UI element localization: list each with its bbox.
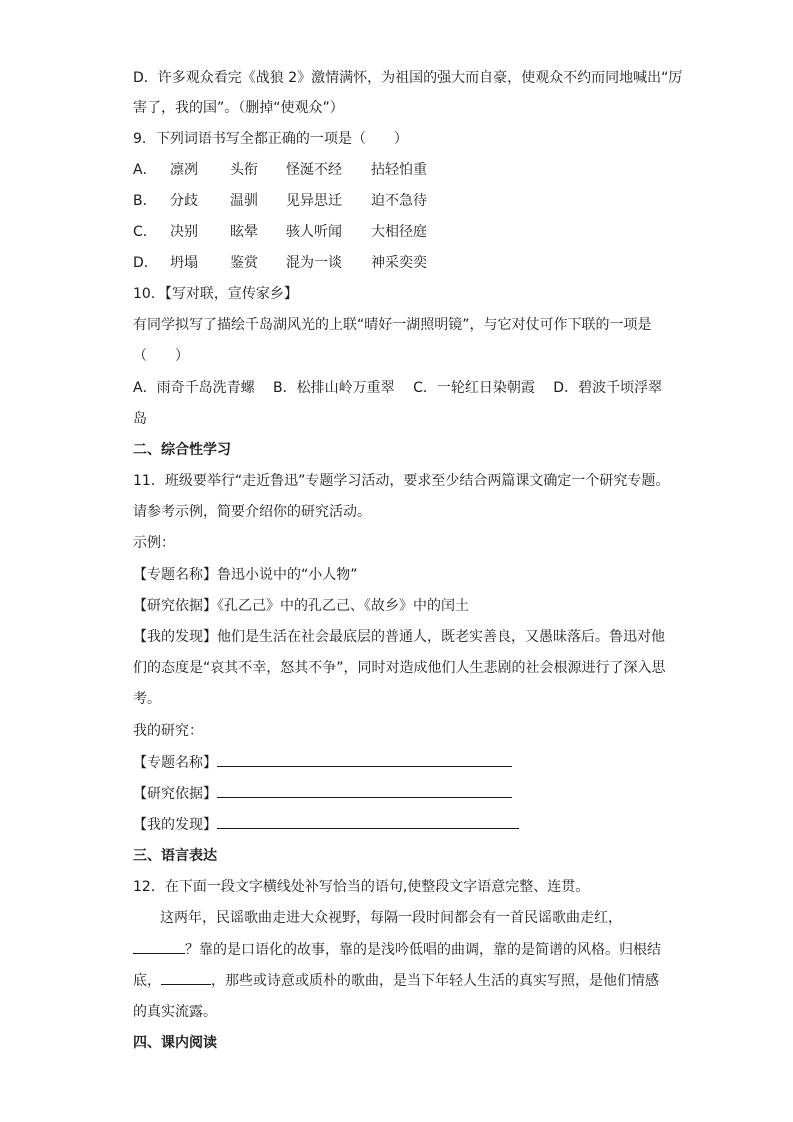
fill-label: 【专题名称】 <box>133 755 217 771</box>
option-word: 温驯 <box>230 193 258 209</box>
q11-fill-finding-row <box>133 814 519 835</box>
q11-fill-basis-row <box>133 783 512 804</box>
q9-stem: 9．下列词语书写全都正确的一项是（ ） <box>133 131 408 147</box>
q11-example-finding-line1: 【我的发现】他们是生活在社会最底层的普通人，既老实善良，又愚昧落后。鲁迅对他 <box>133 629 665 645</box>
option-label: A． <box>133 162 157 178</box>
answer-blank-topic[interactable] <box>217 752 512 767</box>
q10-question: 有同学拟写了描绘千岛湖风光的上联“晴好一湖照明镜”，与它对仗可作下联的一项是 <box>133 317 652 333</box>
answer-blank-finding[interactable] <box>217 814 519 829</box>
option-word: 决别 <box>170 224 198 240</box>
option-word: 拈轻怕重 <box>371 162 427 178</box>
option-word: 大相径庭 <box>371 224 427 240</box>
q8-option-d-line1: D．许多观众看完《战狼 2》激情满怀，为祖国的强大而自豪，使观众不约而同地喊出“厉 <box>133 70 683 86</box>
option-word: 凛冽 <box>170 162 198 178</box>
q12-stem: 12．在下面一段文字横线处补写恰当的语句,使整段文字语意完整、连贯。 <box>133 879 590 895</box>
option-word: 分歧 <box>170 193 198 209</box>
q12-para-line4: 的真实流露。 <box>133 1004 217 1020</box>
option-word: 眩晕 <box>230 224 258 240</box>
q9-option-d <box>133 253 427 273</box>
section-heading: 四、课内阅读 <box>133 1035 217 1051</box>
q10-paren: （ ） <box>133 348 189 364</box>
q9-option-a <box>133 160 427 180</box>
q11-line2: 请参考示例，简要介绍你的研究活动。 <box>133 504 371 520</box>
q11-example-basis: 【研究依据】《孔乙己》中的孔乙己、《故乡》中的闰土 <box>133 598 469 614</box>
option-label: D． <box>133 255 158 271</box>
answer-blank-2[interactable] <box>161 970 211 985</box>
q11-example-finding-line2: 们的态度是“哀其不幸，怒其不争”，同时对造成他们人生悲剧的社会根源进行了深入思 <box>133 660 666 676</box>
option-word: 头衔 <box>230 162 258 178</box>
q9-option-c <box>133 222 427 242</box>
answer-blank-basis[interactable] <box>217 783 512 798</box>
q11-line1: 11．班级要举行“走近鲁迅”专题学习活动，要求至少结合两篇课文确定一个研究专题。 <box>133 473 670 489</box>
option-word: 骇人听闻 <box>286 224 342 240</box>
option-word: 神采奕奕 <box>371 255 427 271</box>
q11-example-topic: 【专题名称】鲁迅小说中的“小人物” <box>133 567 358 583</box>
option-word: 见异思迁 <box>286 193 342 209</box>
option-word: 怪涎不经 <box>286 162 342 178</box>
q11-example-finding-line3: 考。 <box>133 691 161 707</box>
q11-my-research-label: 我的研究： <box>133 723 203 739</box>
q10-options-line1: A．雨奇千岛洗青螺 B．松排山岭万重翠 C．一轮红日染朝霞 D．碧波千顷浮翠 <box>133 380 663 396</box>
q12-para-line3-start: 底， <box>133 973 161 989</box>
q12-para-line3-text: ，那些或诗意或质朴的歌曲，是当下年轻人生活的真实写照，是他们情感 <box>211 973 659 989</box>
option-label: C． <box>133 224 157 240</box>
q11-example-label: 示例： <box>133 535 175 551</box>
section-heading: 三、语言表达 <box>133 848 217 864</box>
q12-para-line1: 这两年，民谣歌曲走进大众视野，每隔一段时间都会有一首民谣歌曲走红， <box>160 910 622 926</box>
q12-para-line2 <box>133 939 661 960</box>
option-word: 迫不急待 <box>371 193 427 209</box>
q10-options-line2: 岛 <box>133 411 147 427</box>
option-label: B． <box>133 193 157 209</box>
option-word: 混为一谈 <box>286 255 342 271</box>
option-word: 鉴赏 <box>230 255 258 271</box>
fill-label: 【我的发现】 <box>133 817 217 833</box>
section-heading: 二、综合性学习 <box>133 442 231 458</box>
q11-fill-topic-row <box>133 752 512 773</box>
answer-blank-1[interactable] <box>133 939 185 954</box>
q12-para-line2-text: ？靠的是口语化的故事，靠的是浅吟低唱的曲调，靠的是简谱的风格。归根结 <box>185 942 661 958</box>
q8-option-d-line2: 害了，我的国”。（删掉“使观众”） <box>133 100 344 116</box>
q10-stem: 10．【写对联，宣传家乡】 <box>133 286 298 302</box>
q9-option-b <box>133 191 427 211</box>
fill-label: 【研究依据】 <box>133 786 217 802</box>
q12-para-line3 <box>133 970 659 991</box>
option-word: 坍塌 <box>170 255 198 271</box>
